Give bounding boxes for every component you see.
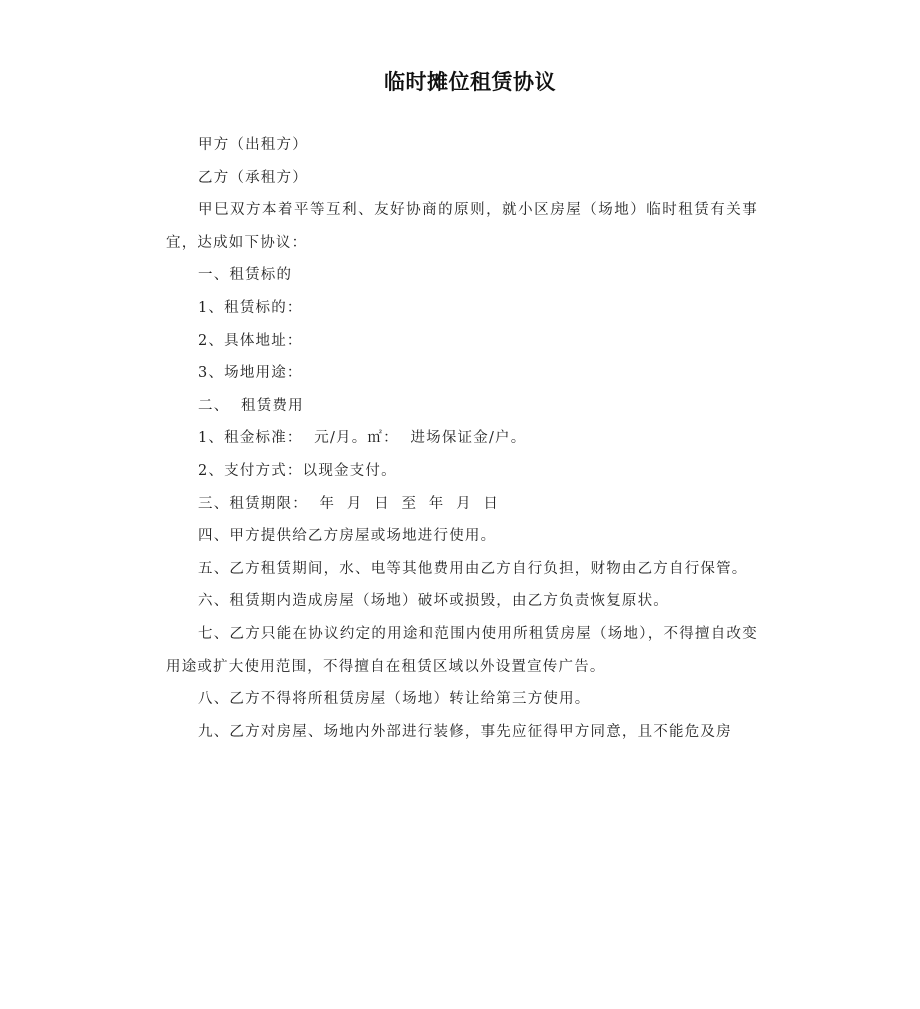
clause-item: 2、具体地址： (198, 332, 303, 349)
document-body (166, 129, 758, 748)
clause-item: 1、租金标准： 元/月。㎡： 进场保证金/户。 (198, 430, 527, 447)
document-title: 临时摊位租赁协议 (384, 70, 556, 94)
section-heading: 一、租赁标的 (198, 267, 293, 284)
clause-paragraph: 五、乙方租赁期间，水、电等其他费用由乙方自行负担，财物由乙方自行保管。 (198, 560, 748, 577)
party-b-line: 乙方（承租方） (198, 169, 308, 186)
clause-paragraph: 八、乙方不得将所租赁房屋（场地）转让给第三方使用。 (198, 691, 591, 708)
clause-item: 2、支付方式：以现金支付。 (198, 462, 397, 479)
clause-paragraph: 六、租赁期内造成房屋（场地）破坏或损毁，由乙方负责恢复原状。 (198, 593, 669, 610)
clause-item: 三、租赁期限： 年 月 日 至 年 月 日 (198, 495, 500, 512)
clause-paragraph: 七、乙方只能在协议约定的用途和范围内使用所租赁房屋（场地），不得擅自改变用途或扩大使用范围，不得擅自在租赁区域以外设置宣传广告。 (166, 625, 758, 675)
clause-paragraph: 九、乙方对房屋、场地内外部进行装修，事先应征得甲方同意，且不能危及房 (198, 723, 732, 740)
preamble-paragraph: 甲巳双方本着平等互利、友好协商的原则，就小区房屋（场地）临时租赁有关事宜，达成如下协议： (166, 202, 758, 251)
party-a-line: 甲方（出租方） (198, 137, 308, 153)
clause-item: 3、场地用途： (198, 365, 303, 382)
section-heading: 二、 租赁费用 (198, 397, 304, 414)
clause-paragraph: 四、甲方提供给乙方房屋或场地进行使用。 (198, 528, 497, 545)
clause-item: 1、租赁标的： (198, 299, 303, 316)
